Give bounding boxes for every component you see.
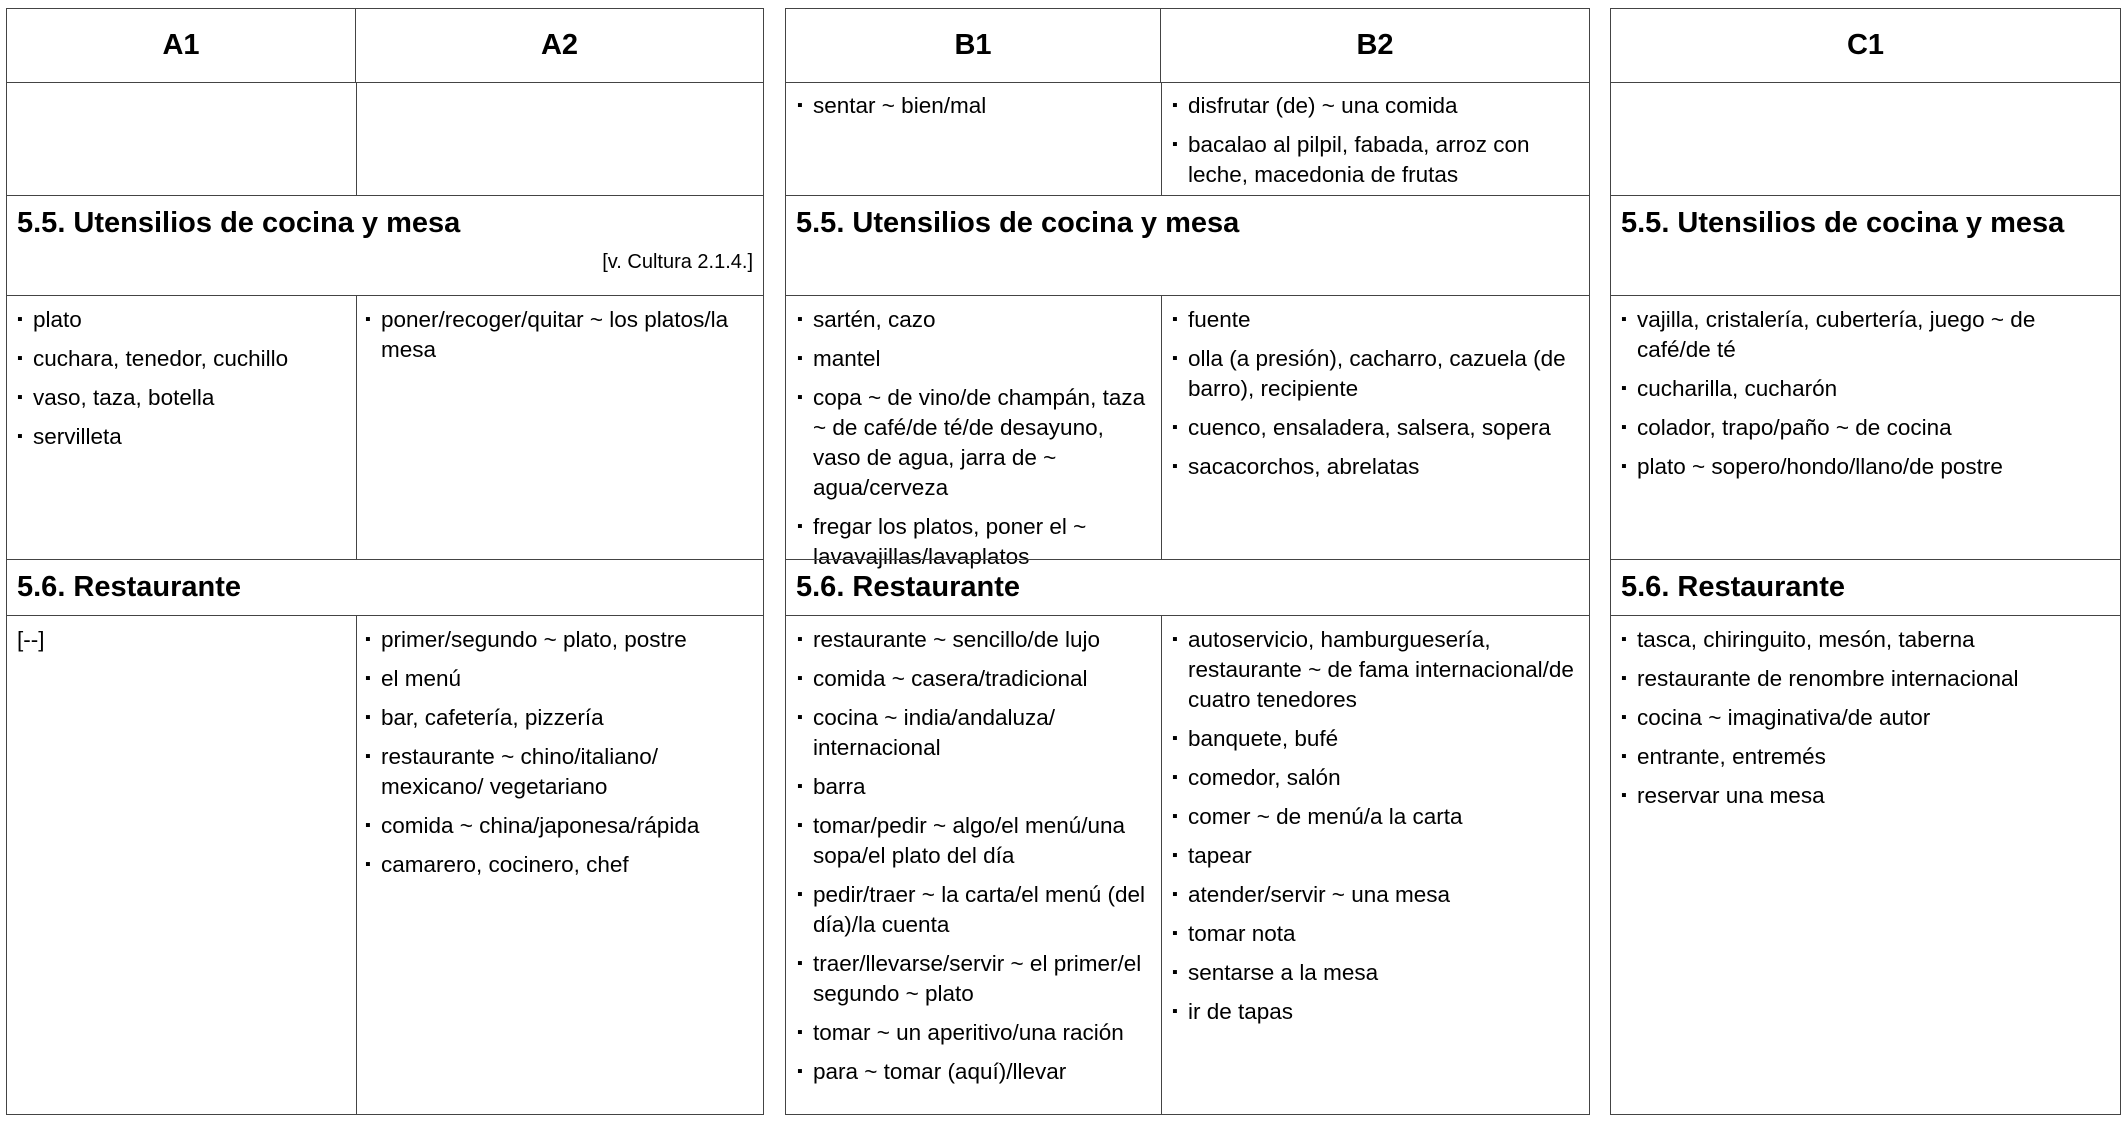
header-a2: A2 [356, 9, 763, 83]
section-5-6-title-c: 5.6. Restaurante [1621, 571, 1846, 603]
list-item: ▪ comedor, salón [1172, 763, 1574, 793]
list-item: ▪ ir de tapas [1172, 997, 1574, 1027]
list-item: ▪ copa ~ de vino/de champán, taza ~ de café/de té/de desayuno, vaso de agua, jarra de ~ agua/cerveza [797, 383, 1149, 503]
list-item: ▪ autoservicio, hamburguesería, restaurante ~ de fama internacional/de cuatro tenedores [1172, 625, 1574, 715]
list-item: ▪ reservar una mesa [1621, 781, 2103, 811]
header-a1: A1 [7, 9, 356, 83]
list-item: ▪ comida ~ china/japonesa/rápida [365, 811, 747, 841]
section-5-5-title-a: 5.5. Utensilios de cocina y mesa [17, 207, 461, 239]
section-5-5-title-c: 5.5. Utensilios de cocina y mesa [1621, 207, 2065, 239]
cross-reference: [v. Cultura 2.1.4.] [602, 251, 753, 273]
list-item: ▪ entrante, entremés [1621, 742, 2103, 772]
divider [786, 195, 1589, 196]
divider [1611, 195, 2120, 196]
list-item: ▪ primer/segundo ~ plato, postre [365, 625, 747, 655]
list-item: ▪ atender/servir ~ una mesa [1172, 880, 1574, 910]
list-item: ▪ disfrutar (de) ~ una comida [1172, 91, 1574, 121]
divider [1611, 559, 2120, 560]
list-item: ▪ bar, cafetería, pizzería [365, 703, 747, 733]
header-c1: C1 [1611, 9, 2120, 83]
list-item: ▪ sacacorchos, abrelatas [1172, 452, 1574, 482]
divider [7, 195, 763, 196]
list-item: ▪ sartén, cazo [797, 305, 1149, 335]
placeholder-5-6-a1: [--] [17, 627, 45, 652]
list-item: ▪ comer ~ de menú/a la carta [1172, 802, 1574, 832]
list-item: ▪ el menú [365, 664, 747, 694]
section-5-5-title-b: 5.5. Utensilios de cocina y mesa [796, 207, 1240, 239]
list-5-5-b1 [797, 305, 1157, 581]
table-panel-b1-b2 [785, 8, 1590, 1115]
list-item: ▪ traer/llevarse/servir ~ el primer/el segundo ~ plato [797, 949, 1149, 1009]
divider [1161, 295, 1162, 559]
list-item: ▪ cucharilla, cucharón [1621, 374, 2103, 404]
list-item: ▪ barra [797, 772, 1149, 802]
divider [786, 295, 1589, 296]
divider [7, 295, 763, 296]
divider [7, 559, 763, 560]
header-b1: B1 [786, 9, 1161, 83]
list-item: ▪ comida ~ casera/tradicional [797, 664, 1149, 694]
list-5-5-c1 [1621, 305, 2111, 491]
divider [356, 295, 357, 559]
list-item: ▪ plato ~ sopero/hondo/llano/de postre [1621, 452, 2103, 482]
list-5-6-a2 [365, 625, 755, 889]
section-5-6-title-a: 5.6. Restaurante [17, 571, 242, 603]
header-b2: B2 [1161, 9, 1589, 83]
divider [786, 559, 1589, 560]
list-item: ▪ tomar nota [1172, 919, 1574, 949]
list-item: ▪ restaurante ~ chino/italiano/ mexicano/ vegetariano [365, 742, 747, 802]
list-item: ▪ cuenco, ensaladera, salsera, sopera [1172, 413, 1574, 443]
divider [786, 615, 1589, 616]
list-item: ▪ pedir/traer ~ la carta/el menú (del día)/la cuenta [797, 880, 1149, 940]
list-item: ▪ tasca, chiringuito, mesón, taberna [1621, 625, 2103, 655]
list-item: ▪ sentarse a la mesa [1172, 958, 1574, 988]
list-item: ▪ tomar/pedir ~ algo/el menú/una sopa/el plato del día [797, 811, 1149, 871]
list-item: ▪ restaurante ~ sencillo/de lujo [797, 625, 1149, 655]
table-panel-c1 [1610, 8, 2121, 1115]
list-item: ▪ tapear [1172, 841, 1574, 871]
list-item: ▪ restaurante de renombre internacional [1621, 664, 2103, 694]
list-5-5-a1 [17, 305, 352, 461]
section-5-6-title-b: 5.6. Restaurante [796, 571, 1021, 603]
list-5-5-b2 [1172, 305, 1582, 491]
list-5-6-b1 [797, 625, 1157, 1096]
list-top-b1 [797, 91, 1157, 130]
list-item: ▪ camarero, cocinero, chef [365, 850, 747, 880]
list-5-6-c1 [1621, 625, 2111, 820]
list-item: ▪ fregar los platos, poner el ~ lavavajillas/lavaplatos [797, 512, 1149, 572]
list-item: ▪ sentar ~ bien/mal [797, 91, 1149, 121]
list-item: ▪ fuente [1172, 305, 1574, 335]
divider [356, 83, 357, 195]
list-item: ▪ tomar ~ un aperitivo/una ración [797, 1018, 1149, 1048]
list-item: ▪ servilleta [17, 422, 344, 452]
list-item: ▪ cocina ~ india/andaluza/ internacional [797, 703, 1149, 763]
divider [1161, 83, 1162, 195]
list-item: ▪ vajilla, cristalería, cubertería, juego ~ de café/de té [1621, 305, 2103, 365]
divider [1161, 615, 1162, 1114]
list-item: ▪ plato [17, 305, 344, 335]
list-item: ▪ colador, trapo/paño ~ de cocina [1621, 413, 2103, 443]
divider [1611, 615, 2120, 616]
list-item: ▪ mantel [797, 344, 1149, 374]
divider [1611, 295, 2120, 296]
list-item: ▪ banquete, bufé [1172, 724, 1574, 754]
table-panel-a1-a2 [6, 8, 764, 1115]
list-item: ▪ poner/recoger/quitar ~ los platos/la mesa [365, 305, 747, 365]
list-item: ▪ bacalao al pilpil, fabada, arroz con leche, macedonia de frutas [1172, 130, 1574, 190]
list-item: ▪ vaso, taza, botella [17, 383, 344, 413]
list-top-b2 [1172, 91, 1582, 199]
list-5-5-a2 [365, 305, 755, 374]
divider [356, 615, 357, 1114]
list-item: ▪ para ~ tomar (aquí)/llevar [797, 1057, 1149, 1087]
list-item: ▪ cuchara, tenedor, cuchillo [17, 344, 344, 374]
list-5-6-b2 [1172, 625, 1582, 1036]
list-item: ▪ cocina ~ imaginativa/de autor [1621, 703, 2103, 733]
divider [7, 615, 763, 616]
list-item: ▪ olla (a presión), cacharro, cazuela (de barro), recipiente [1172, 344, 1574, 404]
